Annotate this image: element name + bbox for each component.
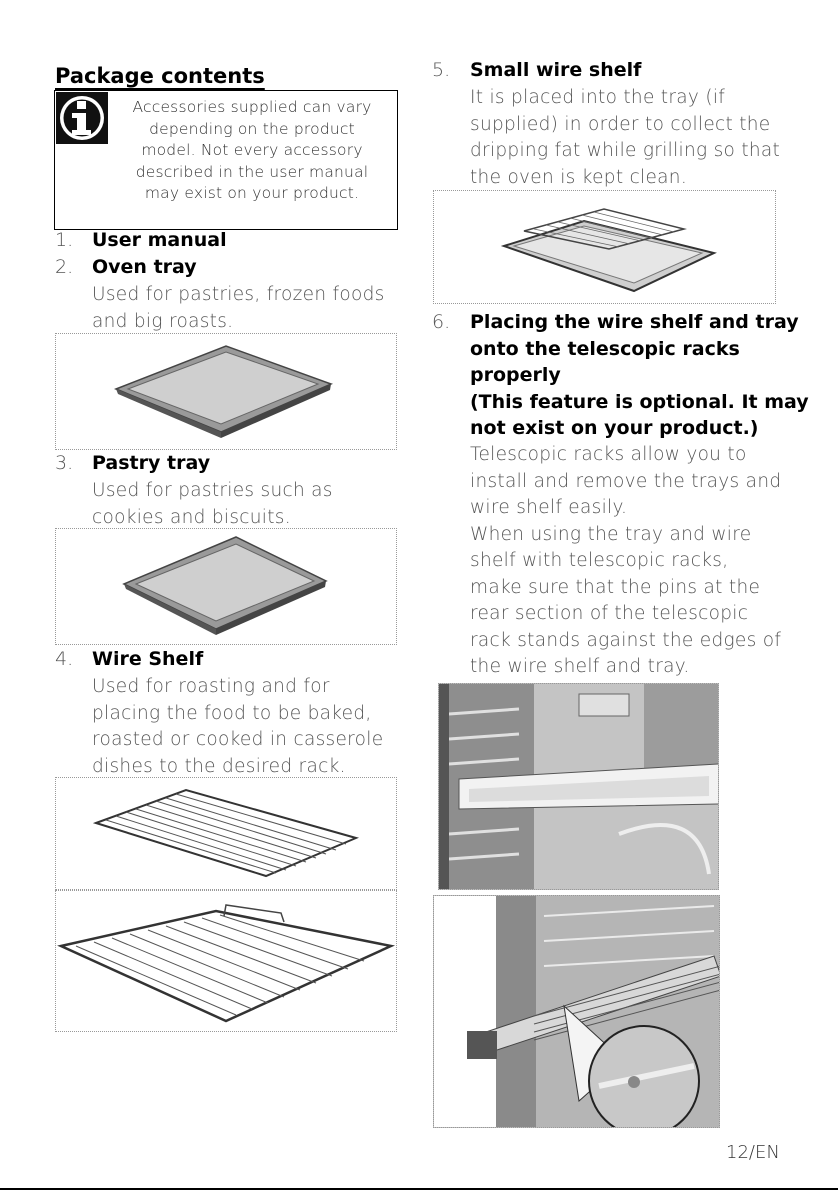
item-body: It is placed into the tray (if supplied) in order to collect the dripping fat while grilling so that the oven is kept clean. <box>470 87 781 188</box>
item-number: 1. <box>55 229 74 251</box>
info-icon <box>56 92 108 144</box>
item-number: 5. <box>432 59 451 81</box>
item-title-wire-shelf: Wire Shelf <box>92 648 204 670</box>
item-title-user-manual: User manual <box>92 229 227 251</box>
oven-tray-image <box>55 333 397 450</box>
item-body: Telescopic racks allow you to install and remove the trays and wire shelf easily. When using the tray and wire shelf with telescopic racks, make sure that the pins at the rear section of the telescopic rack stands against the edges of the wire shelf and tray. <box>470 444 782 677</box>
info-text: Accessories supplied can vary depending on the product model. Not every accessory described in the user manual may exist on your product. <box>132 98 372 202</box>
pastry-tray-image <box>55 528 397 645</box>
item-number: 6. <box>432 311 451 333</box>
item-number: 3. <box>55 452 74 474</box>
item-title-oven-tray: Oven tray <box>92 256 197 278</box>
info-box <box>54 90 398 230</box>
bottom-rule <box>0 1188 838 1190</box>
page-number: 12/EN <box>726 1142 780 1163</box>
item-body: Used for pastries such as cookies and biscuits. <box>92 480 333 528</box>
item-title-telescopic-racks: Placing the wire shelf and tray onto the telescopic racks properly (This feature is optional. It may not exist on your product.) <box>470 311 809 439</box>
item-body: Used for roasting and for placing the food to be baked, roasted or cooked in casserole dishes to the desired rack. <box>92 676 384 777</box>
item-number: 4. <box>55 648 74 670</box>
wire-shelf-detail-image <box>55 890 397 1032</box>
section-heading: Package contents <box>55 64 265 88</box>
item-body: Used for pastries, frozen foods and big roasts. <box>92 284 385 332</box>
item-number: 2. <box>55 256 74 278</box>
telescopic-rack-pin-photo <box>433 895 720 1128</box>
item-title-pastry-tray: Pastry tray <box>92 452 211 474</box>
telescopic-rack-photo <box>438 683 719 890</box>
item-title-small-wire-shelf: Small wire shelf <box>470 59 642 81</box>
wire-shelf-image <box>55 777 397 890</box>
small-wire-shelf-image <box>433 190 776 304</box>
